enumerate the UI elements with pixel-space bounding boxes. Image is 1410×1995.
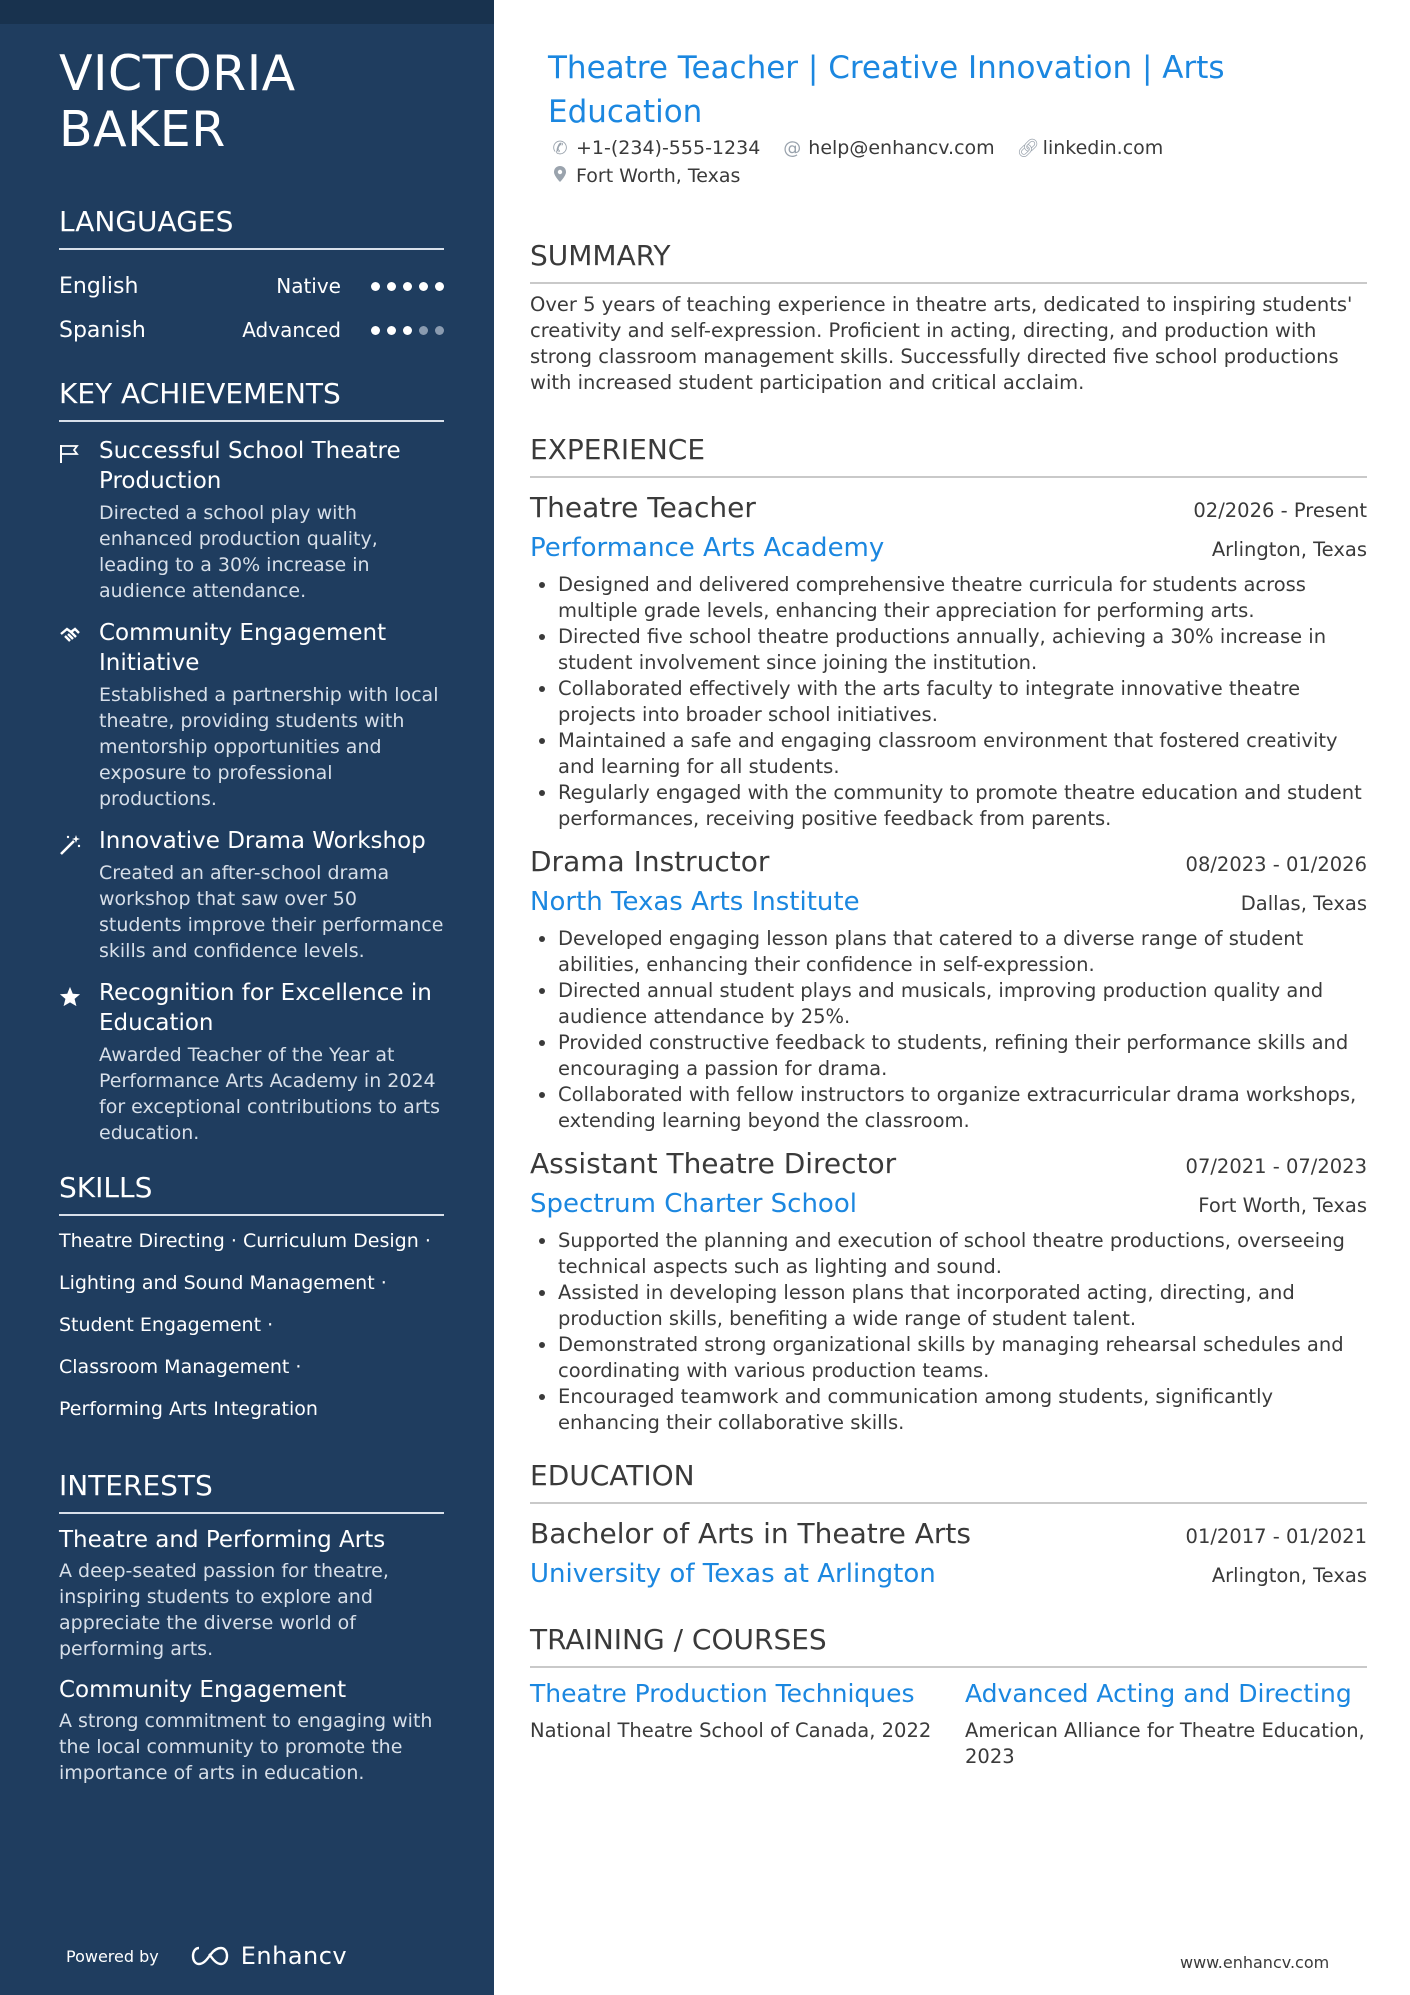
achievements-heading: KEY ACHIEVEMENTS	[59, 378, 444, 422]
achievement-desc: Established a partnership with local theatre, providing students with mentorship opportunities and exposure to professional productions.	[99, 684, 439, 810]
education-heading: EDUCATION	[530, 1460, 1367, 1504]
summary-text: Over 5 years of teaching experience in theatre arts, dedicated to inspiring students' creativity and self-expression. Proficient in acting, directing, and production with strong classroom management skills. Successfully directed five school productions with increased student participation and critical acclaim.	[530, 293, 1353, 394]
job-bullet: • Regularly engaged with the community to promote theatre education and student performances, receiving positive feedback from parents.	[558, 780, 1367, 832]
powered-by-label: Powered by	[66, 1946, 159, 1966]
email-text: help@enhancv.com	[808, 137, 995, 159]
job-title: Theatre Teacher	[530, 491, 756, 524]
job-date: 08/2023 - 01/2026	[1185, 853, 1367, 876]
linkedin-text: linkedin.com	[1042, 137, 1164, 159]
job-date: 07/2021 - 07/2023	[1185, 1155, 1367, 1178]
star-icon	[59, 978, 99, 1146]
candidate-name	[59, 46, 444, 158]
job-bullets	[530, 572, 1367, 832]
footer-url[interactable]: www.enhancv.com	[1180, 1953, 1330, 1972]
skills-heading: SKILLS	[59, 1172, 444, 1216]
achievements-section	[59, 378, 444, 1146]
education-date: 01/2017 - 01/2021	[1185, 1525, 1367, 1548]
dot-filled	[419, 282, 428, 291]
education-section	[530, 1460, 1367, 1594]
headline: Theatre Teacher | Creative Innovation | Arts Education	[548, 50, 1225, 130]
link-icon: 🔗︎	[1016, 137, 1040, 159]
education-location: Arlington, Texas	[1211, 1564, 1367, 1587]
job-bullet: • Maintained a safe and engaging classroom environment that fostered creativity and learning for all students.	[558, 728, 1367, 780]
job-bullets	[530, 926, 1367, 1134]
job-title: Drama Instructor	[530, 845, 770, 878]
course-item	[530, 1674, 965, 1770]
achievement-item	[59, 436, 444, 604]
at-icon: @	[783, 137, 802, 159]
phone[interactable]	[550, 137, 760, 159]
handshake-icon	[59, 618, 99, 812]
training-heading: TRAINING / COURSES	[530, 1624, 1367, 1668]
training-section	[530, 1624, 1367, 1770]
experience-section	[530, 434, 1367, 1436]
language-level: Native	[276, 274, 341, 298]
achievement-title: Community Engagement Initiative	[99, 620, 387, 676]
brand-name: Enhancv	[240, 1942, 348, 1970]
skill-line: Student Engagement ·	[59, 1314, 274, 1336]
interests-section	[59, 1470, 444, 1786]
interest-title: Community Engagement	[59, 1677, 347, 1703]
language-name: English	[59, 273, 139, 299]
company: Spectrum Charter School	[530, 1189, 857, 1219]
course-title: Advanced Acting and Directing	[965, 1679, 1352, 1708]
proficiency-dots	[371, 282, 444, 291]
job-location: Fort Worth, Texas	[1198, 1194, 1367, 1217]
proficiency-dots	[371, 326, 444, 335]
skill-line: Performing Arts Integration	[59, 1398, 318, 1420]
languages-section	[59, 206, 444, 352]
job-bullet: • Directed five school theatre productions annually, achieving a 30% increase in student involvement since joining the institution.	[558, 624, 1367, 676]
job-location: Dallas, Texas	[1240, 892, 1367, 915]
summary-section	[530, 240, 1367, 396]
achievement-title: Innovative Drama Workshop	[99, 828, 426, 854]
company: Performance Arts Academy	[530, 533, 885, 563]
course-desc: National Theatre School of Canada, 2022	[530, 1719, 932, 1742]
job-bullet: • Supported the planning and execution of school theatre productions, overseeing technical aspects such as lighting and sound.	[558, 1228, 1367, 1280]
dot-filled	[387, 282, 396, 291]
job-entry	[530, 1144, 1367, 1436]
infinity-icon	[187, 1944, 233, 1968]
achievement-desc: Awarded Teacher of the Year at Performance Arts Academy in 2024 for exceptional contributions to arts education.	[99, 1044, 440, 1144]
linkedin[interactable]	[1017, 137, 1164, 159]
magic-wand-icon	[59, 826, 99, 964]
location	[550, 165, 740, 188]
job-entry	[530, 842, 1367, 1134]
phone-text: +1-(234)-555-1234	[576, 137, 761, 159]
job-bullet: • Provided constructive feedback to students, refining their performance skills and encouraging a passion for drama.	[558, 1030, 1367, 1082]
company: North Texas Arts Institute	[530, 887, 860, 917]
dot-filled	[403, 326, 412, 335]
skills-section	[59, 1172, 444, 1430]
job-entry	[530, 488, 1367, 832]
job-title: Assistant Theatre Director	[530, 1147, 897, 1180]
dot-filled	[387, 326, 396, 335]
sidebar	[0, 0, 494, 1995]
dot-filled	[371, 282, 380, 291]
course-title: Theatre Production Techniques	[530, 1679, 915, 1708]
course-desc: American Alliance for Theatre Education, 2023	[965, 1719, 1365, 1768]
job-bullet: • Collaborated with fellow instructors to organize extracurricular drama workshops, extending learning beyond the classroom.	[558, 1082, 1367, 1134]
job-bullet: • Designed and delivered comprehensive theatre curricula for students across multiple grade levels, enhancing their appreciation for performing arts.	[558, 572, 1367, 624]
job-bullet: • Encouraged teamwork and communication among students, significantly enhancing their collaborative skills.	[558, 1384, 1367, 1436]
job-bullet: • Developed engaging lesson plans that catered to a diverse range of student abilities, enhancing their confidence in self-expression.	[558, 926, 1367, 978]
main-content	[530, 46, 1367, 1770]
dot-empty	[435, 326, 444, 335]
job-date: 02/2026 - Present	[1193, 499, 1367, 522]
interest-desc: A deep-seated passion for theatre, inspiring students to explore and appreciate the diverse world of performing arts.	[59, 1560, 389, 1660]
flag-icon	[59, 436, 99, 604]
achievement-desc: Created an after-school drama workshop that saw over 50 students improve their performance skills and confidence levels.	[99, 862, 444, 962]
achievement-title: Recognition for Excellence in Education	[99, 980, 432, 1036]
powered-by	[66, 1942, 347, 1970]
language-name: Spanish	[59, 317, 146, 343]
skill-line: Theatre Directing · Curriculum Design ·	[59, 1230, 431, 1252]
interest-title: Theatre and Performing Arts	[59, 1527, 386, 1553]
achievement-desc: Directed a school play with enhanced production quality, leading to a 30% increase in audience attendance.	[99, 502, 378, 602]
location-pin-icon	[550, 165, 570, 188]
sidebar-top-bar	[0, 0, 494, 24]
degree: Bachelor of Arts in Theatre Arts	[530, 1517, 971, 1550]
location-text: Fort Worth, Texas	[576, 165, 741, 187]
job-bullet: • Directed annual student plays and musicals, improving production quality and audience attendance by 25%.	[558, 978, 1367, 1030]
language-item	[59, 264, 444, 308]
achievement-item	[59, 978, 444, 1146]
language-level: Advanced	[242, 318, 341, 342]
course-item	[965, 1674, 1365, 1770]
achievement-item	[59, 618, 444, 812]
school: University of Texas at Arlington	[530, 1559, 936, 1589]
dot-filled	[403, 282, 412, 291]
name-line-2: BAKER	[59, 101, 226, 158]
job-location: Arlington, Texas	[1211, 538, 1367, 561]
job-bullets	[530, 1228, 1367, 1436]
interests-heading: INTERESTS	[59, 1470, 444, 1514]
dot-filled	[435, 282, 444, 291]
dot-empty	[419, 326, 428, 335]
skill-line: Classroom Management ·	[59, 1356, 302, 1378]
enhancv-logo[interactable]	[187, 1942, 347, 1970]
languages-heading: LANGUAGES	[59, 206, 444, 250]
dot-filled	[371, 326, 380, 335]
email[interactable]	[782, 137, 994, 159]
job-bullet: • Assisted in developing lesson plans that incorporated acting, directing, and production skills, benefiting a wide range of student talent.	[558, 1280, 1367, 1332]
interest-desc: A strong commitment to engaging with the local community to promote the importance of arts in education.	[59, 1710, 433, 1784]
language-item	[59, 308, 444, 352]
achievement-item	[59, 826, 444, 964]
job-bullet: • Demonstrated strong organizational skills by managing rehearsal schedules and coordinating with various production teams.	[558, 1332, 1367, 1384]
skill-line: Lighting and Sound Management ·	[59, 1272, 387, 1294]
summary-heading: SUMMARY	[530, 240, 1367, 284]
phone-icon: ✆	[552, 137, 568, 159]
achievement-title: Successful School Theatre Production	[99, 438, 401, 494]
experience-heading: EXPERIENCE	[530, 434, 1367, 478]
job-bullet: • Collaborated effectively with the arts faculty to integrate innovative theatre projects into broader school initiatives.	[558, 676, 1367, 728]
contact-info	[550, 134, 1367, 190]
name-line-1: VICTORIA	[59, 45, 296, 102]
